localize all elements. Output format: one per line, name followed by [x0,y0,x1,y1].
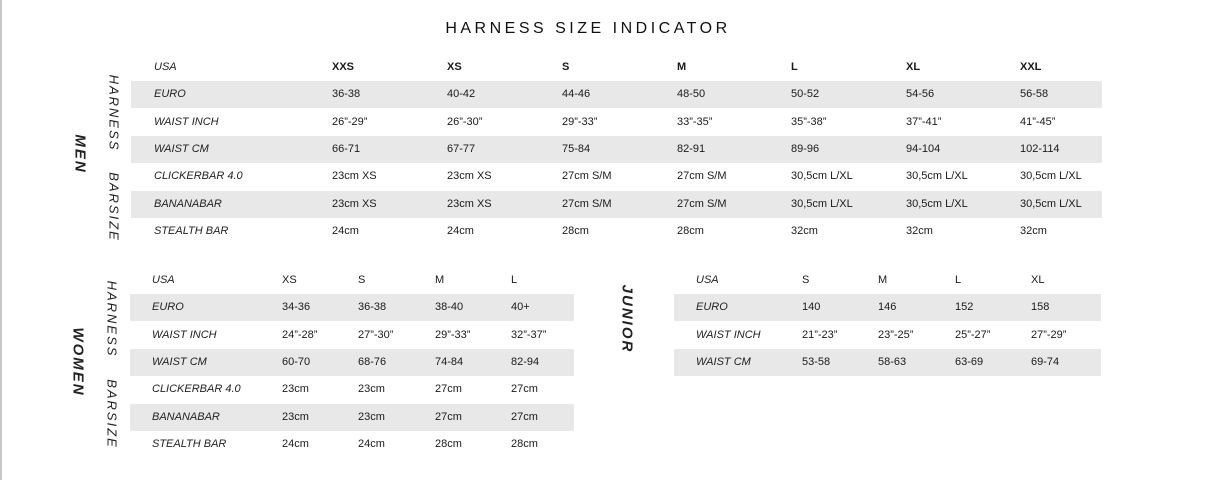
table-row [674,294,1101,321]
table-cell: XS [447,61,462,73]
row-label: CLICKERBAR 4.0 [152,383,241,396]
table-cell: 27cm S/M [677,197,727,210]
table-cell: 30,5cm L/XL [906,197,968,210]
row-label: STEALTH BAR [152,437,227,450]
table-cell: 41”-45” [1020,115,1056,128]
row-label: EURO [152,301,184,314]
table-row [130,349,574,376]
row-label: WAIST INCH [696,328,761,341]
row-label: USA [696,274,719,286]
left-border [0,0,2,480]
junior-section-label: JUNIOR [618,284,636,354]
men-harness-group-label: HARNESS [106,74,122,152]
table-cell: 60-70 [282,355,311,368]
row-label: USA [152,274,175,286]
row-label: BANANABAR [154,197,222,210]
table-row [674,322,1101,349]
table-cell: 44-46 [562,88,591,101]
table-cell: 23cm [282,410,309,423]
table-cell: 75-84 [562,142,591,155]
table-cell: 26”-30” [447,115,483,128]
table-cell: 94-104 [906,142,941,155]
table-cell: 23cm [358,383,385,396]
table-cell: 29”-33” [562,115,598,128]
table-cell: 69-74 [1031,355,1060,368]
table-row [130,294,574,321]
row-label: EURO [696,301,728,314]
table-cell: M [435,274,445,286]
table-cell: 74-84 [435,355,464,368]
page-title: HARNESS SIZE INDICATOR [445,20,731,37]
table-cell: 33”-35” [677,115,713,128]
table-cell: 27”-29” [1031,328,1067,341]
table-cell: S [358,274,366,286]
table-cell: 23cm [282,383,309,396]
row-label: CLICKERBAR 4.0 [154,170,243,183]
table-cell: 40-42 [447,88,476,101]
women-harness-group-label: HARNESS [104,280,120,358]
table-cell: 23cm XS [332,197,377,210]
table-cell: 28cm [511,437,538,450]
table-cell: 24cm [332,224,359,237]
table-cell: 27cm [435,383,462,396]
table-row [131,163,1102,190]
men-header-row [131,54,1102,81]
table-row [131,81,1102,108]
table-cell: 30,5cm L/XL [1020,170,1082,183]
table-cell: 23cm XS [447,197,492,210]
table-cell: 40+ [511,301,530,314]
table-cell: 28cm [435,437,462,450]
row-label: USA [154,61,177,73]
table-cell: 146 [878,301,897,314]
table-cell: 27cm S/M [562,170,612,183]
table-cell: 30,5cm L/XL [791,170,853,183]
table-cell: 36-38 [332,88,361,101]
women-section-label: WOMEN [69,327,87,397]
row-label: BANANABAR [152,410,220,423]
table-cell: 29”-33” [435,328,471,341]
junior-header-row [674,267,1101,294]
table-cell: 38-40 [435,301,464,314]
table-cell: XL [1031,274,1045,286]
table-cell: 32cm [791,224,818,237]
table-cell: 27cm [435,410,462,423]
table-cell: XXL [1020,61,1042,73]
table-cell: 54-56 [906,88,935,101]
table-cell: 68-76 [358,355,387,368]
table-cell: 82-94 [511,355,540,368]
table-cell: 24cm [447,224,474,237]
table-cell: 58-63 [878,355,907,368]
table-cell: 27cm [511,410,538,423]
table-cell: 32cm [1020,224,1047,237]
women-header-row [130,267,574,294]
table-cell: 28cm [562,224,589,237]
row-label: WAIST INCH [152,328,217,341]
table-cell: 66-71 [332,142,361,155]
table-row [131,136,1102,163]
men-section-label: MEN [71,134,89,174]
table-cell: 26”-29” [332,115,368,128]
table-cell: 23cm XS [332,170,377,183]
table-cell: 102-114 [1020,142,1060,155]
table-cell: XL [906,61,921,73]
table-row [131,191,1102,218]
table-cell: 37”-41” [906,115,942,128]
table-cell: 67-77 [447,142,476,155]
table-cell: L [511,274,518,286]
table-cell: 30,5cm L/XL [1020,197,1082,210]
women-barsize-group-label: BARSIZE [104,379,120,449]
table-cell: 27cm S/M [677,170,727,183]
table-cell: 56-58 [1020,88,1049,101]
row-label: WAIST CM [696,355,751,368]
table-cell: 82-91 [677,142,706,155]
table-cell: 27cm [511,383,538,396]
table-row [130,431,574,458]
men-barsize-group-label: BARSIZE [106,172,122,242]
table-cell: 89-96 [791,142,820,155]
table-cell: 50-52 [791,88,820,101]
table-cell: 23cm XS [447,170,492,183]
table-cell: L [955,274,962,286]
table-cell: L [791,61,798,73]
row-label: WAIST CM [152,355,207,368]
table-row [130,404,574,431]
table-cell: 25”-27” [955,328,991,341]
table-cell: 24cm [282,437,309,450]
table-cell: 63-69 [955,355,984,368]
table-cell: 24”-28” [282,328,318,341]
table-cell: 27cm S/M [562,197,612,210]
table-cell: XXS [332,61,355,73]
table-row [130,376,574,403]
row-label: EURO [154,88,186,101]
table-cell: 36-38 [358,301,387,314]
row-label: WAIST CM [154,142,209,155]
table-row [674,349,1101,376]
table-cell: M [878,274,888,286]
table-cell: 27”-30” [358,328,394,341]
table-cell: 158 [1031,301,1050,314]
table-cell: 21”-23” [802,328,838,341]
table-cell: S [562,61,570,73]
table-cell: 32cm [906,224,933,237]
table-cell: 24cm [358,437,385,450]
table-cell: M [677,61,687,73]
row-label: STEALTH BAR [154,224,229,237]
table-row [130,322,574,349]
table-cell: 28cm [677,224,704,237]
table-row [131,218,1102,245]
table-cell: 34-36 [282,301,311,314]
table-cell: 32”-37” [511,328,547,341]
table-cell: 53-58 [802,355,831,368]
table-cell: XS [282,274,297,286]
row-label: WAIST INCH [154,115,219,128]
table-row [131,109,1102,136]
table-cell: 23cm [358,410,385,423]
table-cell: 30,5cm L/XL [791,197,853,210]
table-cell: S [802,274,810,286]
table-cell: 35”-38” [791,115,827,128]
table-cell: 140 [802,301,821,314]
table-cell: 48-50 [677,88,706,101]
table-cell: 30,5cm L/XL [906,170,968,183]
table-cell: 23”-25” [878,328,914,341]
table-cell: 152 [955,301,974,314]
